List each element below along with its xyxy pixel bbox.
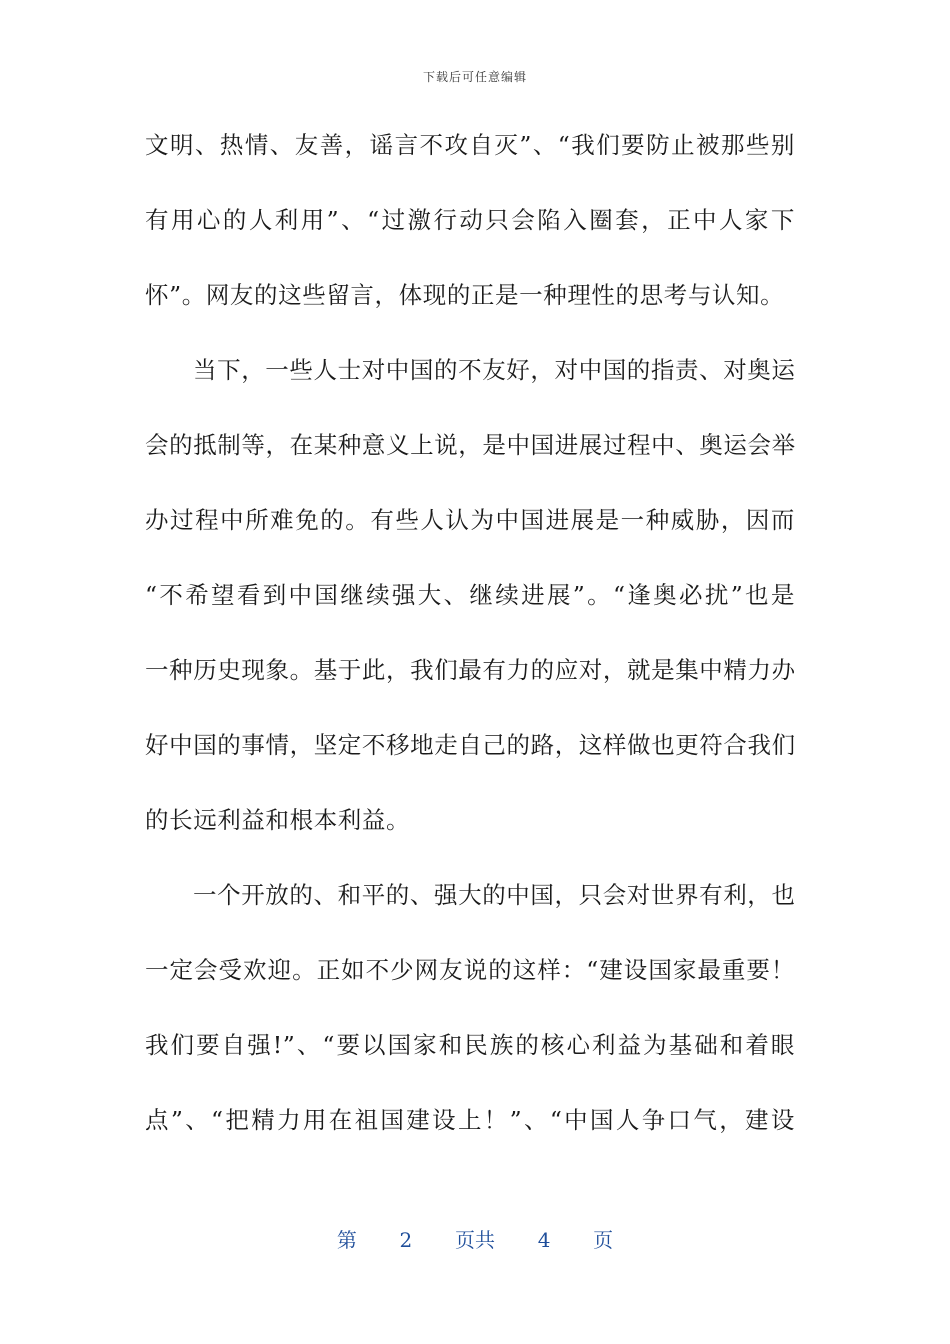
page-label-suffix: 页	[593, 1228, 614, 1252]
paragraph-2-line-3: 办过程中所难免的。有些人认为中国进展是一种威胁，因而	[145, 506, 795, 534]
current-page-number: 2	[399, 1228, 413, 1252]
total-pages-number: 4	[537, 1228, 551, 1252]
paragraph-2-line-6: 好中国的事情，坚定不移地走自己的路，这样做也更符合我们	[145, 731, 796, 759]
page-label-mid: 页共	[455, 1228, 495, 1252]
document-body	[145, 124, 795, 1174]
paragraph-3-line-4: 点”、“把精力用在祖国建设上！”、“中国人争口气，建设	[145, 1106, 795, 1134]
paragraph-2-line-2: 会的抵制等，在某种意义上说，是中国进展过程中、奥运会举	[145, 431, 796, 459]
paragraph-2-line-7: 的长远利益和根本利益。	[145, 806, 411, 834]
paragraph-1-line-3: 怀”。网友的这些留言，体现的正是一种理性的思考与认知。	[145, 281, 785, 309]
page-label-prefix: 第	[336, 1228, 357, 1252]
paragraph-1-line-1: 文明、热情、友善，谣言不攻自灭”、“我们要防止被那些别	[145, 131, 795, 159]
page-number-footer	[0, 1224, 950, 1253]
paragraph-3-line-3: 我们要自强!”、“要以国家和民族的核心利益为基础和着眼	[145, 1031, 795, 1059]
page-header-note: 下载后可任意编辑	[422, 70, 527, 84]
paragraph-3-line-1: 一个开放的、和平的、强大的中国，只会对世界有利，也	[193, 881, 796, 909]
paragraph-2-line-1: 当下，一些人士对中国的不友好，对中国的指责、对奥运	[193, 356, 796, 384]
paragraph-1-line-2: 有用心的人利用”、“过激行动只会陷入圈套，正中人家下	[145, 206, 795, 234]
paragraph-3-line-2: 一定会受欢迎。正如不少网友说的这样：“建设国家最重要！	[145, 956, 795, 984]
paragraph-2-line-5: 一种历史现象。基于此，我们最有力的应对，就是集中精力办	[145, 656, 796, 684]
paragraph-2-line-4: “不希望看到中国继续强大、继续进展”。“逢奥必扰”也是	[145, 581, 795, 609]
